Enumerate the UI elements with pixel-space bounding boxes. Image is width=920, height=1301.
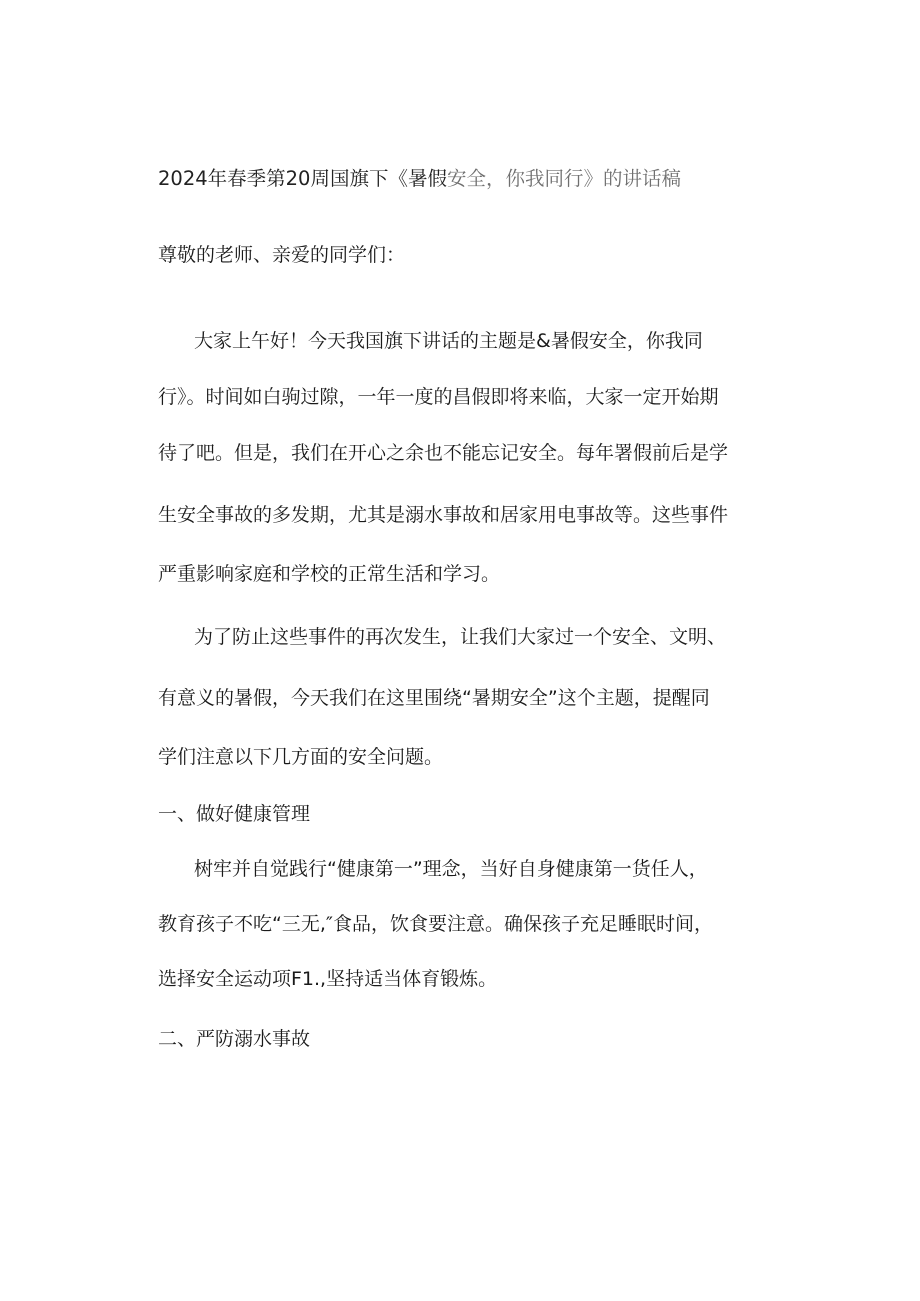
paragraph-line: 生安全事故的多发期，尤其是溺水事故和居家用电事故等。这些事件 (158, 504, 729, 526)
paragraph-line: 教育孩子不吃“三无,″食品，饮食要注意。确保孩子充足睡眠时间， (158, 913, 713, 935)
title-part-2: 安全，你我 (446, 167, 545, 190)
paragraph-line: 行》。时间如白驹过隙，一年一度的昌假即将来临，大家一定开始期 (158, 386, 719, 408)
section-heading-2: 二、严防溺水事故 (158, 1028, 311, 1050)
title-part-1: 2024年春季第20周国旗下《暑假 (158, 167, 447, 190)
paragraph-line: 学们注意以下几方面的安全问题。 (158, 746, 444, 768)
paragraph-line: 大家上午好！今天我国旗下讲话的主题是&暑假安全，你我同 (194, 330, 703, 352)
paragraph-line: 为了防止这些事件的再次发生，让我们大家过一个安全、文明、 (194, 626, 727, 648)
section-heading-1: 一、做好健康管理 (158, 803, 311, 825)
salutation: 尊敬的老师、亲爱的同学们： (158, 244, 406, 266)
title-part-3: 同行》的讲话稿 (544, 167, 681, 190)
paragraph-line: 待了吧。但是，我们在开心之余也不能忘记安全。每年署假前后是学 (158, 442, 729, 464)
paragraph-line: 严重影响家庭和学校的正常生活和学习。 (158, 563, 501, 585)
paragraph-line: 有意义的暑假，今天我们在这里围绕“暑期安全”这个主题，提醒同 (158, 687, 710, 709)
paragraph-line: 树牢并自觉践行“健康第一”理念，当好自身健康第一货任人， (194, 858, 708, 880)
paragraph-line: 选择安全运动项F1.,坚持适当体育锻炼。 (158, 968, 498, 990)
document-title (158, 166, 778, 192)
